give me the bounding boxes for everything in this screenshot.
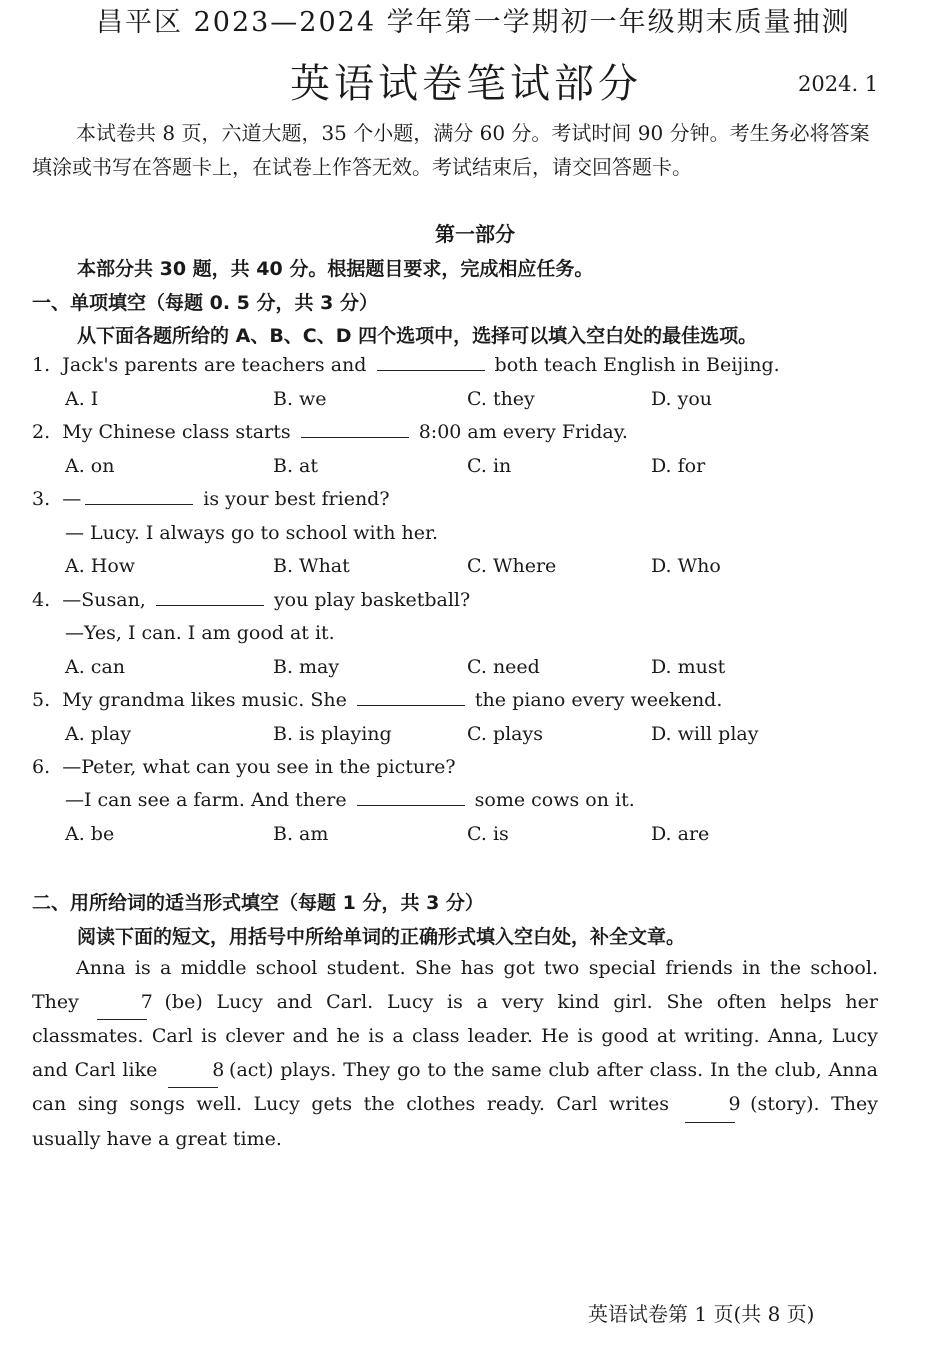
question-number: 6. bbox=[32, 756, 51, 778]
question-5 bbox=[32, 689, 722, 711]
question-1 bbox=[32, 354, 780, 376]
question-number: 2. bbox=[32, 421, 51, 443]
question-text: is your best friend? bbox=[203, 488, 390, 510]
option-d: D. are bbox=[651, 823, 710, 845]
option-c: C. Where bbox=[467, 555, 557, 577]
question-3 bbox=[32, 488, 390, 510]
option-a: A. How bbox=[65, 555, 136, 577]
option-b: B. we bbox=[273, 388, 327, 410]
option-b: B. at bbox=[273, 455, 319, 477]
answer-blank-7: 7 bbox=[97, 986, 147, 1021]
option-b: B. is playing bbox=[273, 723, 392, 745]
option-a: A. on bbox=[65, 455, 115, 477]
answer-blank-9: 9 bbox=[685, 1088, 735, 1123]
question-text: — bbox=[62, 488, 82, 510]
option-c: C. plays bbox=[467, 723, 543, 745]
option-c: C. need bbox=[467, 656, 540, 678]
question-text: —Susan, bbox=[62, 589, 146, 611]
question-text: you play basketball? bbox=[273, 589, 471, 611]
section2-instruction: 阅读下面的短文，用括号中所给单词的正确形式填入空白处，补全文章。 bbox=[77, 926, 686, 948]
option-c: C. in bbox=[467, 455, 512, 477]
question-text: Jack's parents are teachers and bbox=[62, 354, 367, 376]
question-4 bbox=[32, 589, 470, 611]
question-number: 4. bbox=[32, 589, 51, 611]
section1-title: 一、单项填空（每题 0. 5 分，共 3 分） bbox=[32, 292, 378, 314]
question-number: 3. bbox=[32, 488, 51, 510]
option-b: B. What bbox=[273, 555, 350, 577]
part1-title: 第一部分 bbox=[435, 222, 515, 246]
exam-intro: 本试卷共 8 页，六道大题，35 个小题，满分 60 分。考试时间 90 分钟。考生务必将答案填涂或书写在答题卡上，在试卷上作答无效。考试结束后，请交回答题卡。 bbox=[32, 121, 870, 179]
section2-title: 二、用所给词的适当形式填空（每题 1 分，共 3 分） bbox=[32, 892, 484, 914]
option-c: C. they bbox=[467, 388, 535, 410]
option-a: A. be bbox=[65, 823, 115, 845]
passage-text: (be) Lucy and Carl. Lucy is a very kind girl. She often helps her classmates. Carl is clever and he is a class leader. He is good at writing. Anna, Lucy and Carl like bbox=[32, 990, 878, 1081]
question-text: 8:00 am every Friday. bbox=[418, 421, 628, 443]
question-text: —I can see a farm. And there bbox=[65, 789, 347, 811]
question-number: 5. bbox=[32, 689, 51, 711]
option-b: B. may bbox=[273, 656, 340, 678]
question-3-line2: — Lucy. I always go to school with her. bbox=[65, 522, 439, 544]
answer-blank bbox=[357, 804, 465, 806]
option-a: A. can bbox=[65, 656, 126, 678]
question-number: 1. bbox=[32, 354, 51, 376]
question-text: —Peter, what can you see in the picture? bbox=[62, 756, 456, 778]
option-d: D. you bbox=[651, 388, 713, 410]
part1-description: 本部分共 30 题，共 40 分。根据题目要求，完成相应任务。 bbox=[77, 258, 594, 280]
question-4-line2: —Yes, I can. I am good at it. bbox=[65, 622, 335, 644]
page-footer: 英语试卷第 1 页(共 8 页) bbox=[588, 1302, 815, 1326]
passage-text: Anna is a middle school student. She has got two special friends in the school. They bbox=[32, 957, 878, 1013]
exam-header-title: 昌平区 2023—2024 学年第一学期初一年级期末质量抽测 bbox=[96, 7, 851, 38]
answer-blank-8: 8 bbox=[168, 1054, 218, 1089]
answer-blank bbox=[357, 704, 465, 706]
passage-text: (act) plays. They go to the same club after class. In the club, Anna can sing songs well. Lucy gets the clothes ready. Carl writes bbox=[32, 1058, 878, 1115]
question-text: some cows on it. bbox=[474, 789, 635, 811]
question-text: the piano every weekend. bbox=[474, 689, 723, 711]
option-d: D. Who bbox=[651, 555, 721, 577]
exam-date: 2024. 1 bbox=[798, 72, 879, 96]
question-text: both teach English in Beijing. bbox=[494, 354, 780, 376]
option-a: A. play bbox=[65, 723, 132, 745]
answer-blank bbox=[301, 436, 409, 438]
reading-passage bbox=[32, 952, 878, 1156]
question-text: My Chinese class starts bbox=[62, 421, 291, 443]
answer-blank bbox=[156, 604, 264, 606]
section1-instruction: 从下面各题所给的 A、B、C、D 四个选项中，选择可以填入空白处的最佳选项。 bbox=[77, 325, 758, 347]
question-6 bbox=[32, 756, 456, 778]
exam-main-title: 英语试卷笔试部分 bbox=[290, 61, 642, 107]
question-text: My grandma likes music. She bbox=[62, 689, 347, 711]
option-d: D. for bbox=[651, 455, 706, 477]
option-b: B. am bbox=[273, 823, 329, 845]
option-d: D. will play bbox=[651, 723, 759, 745]
question-2 bbox=[32, 421, 628, 443]
option-a: A. I bbox=[65, 388, 99, 410]
question-6-line2 bbox=[65, 789, 635, 811]
answer-blank bbox=[377, 369, 485, 371]
answer-blank bbox=[85, 503, 193, 505]
passage-text: (story). They usually have a great time. bbox=[32, 1093, 878, 1150]
option-d: D. must bbox=[651, 656, 726, 678]
option-c: C. is bbox=[467, 823, 509, 845]
